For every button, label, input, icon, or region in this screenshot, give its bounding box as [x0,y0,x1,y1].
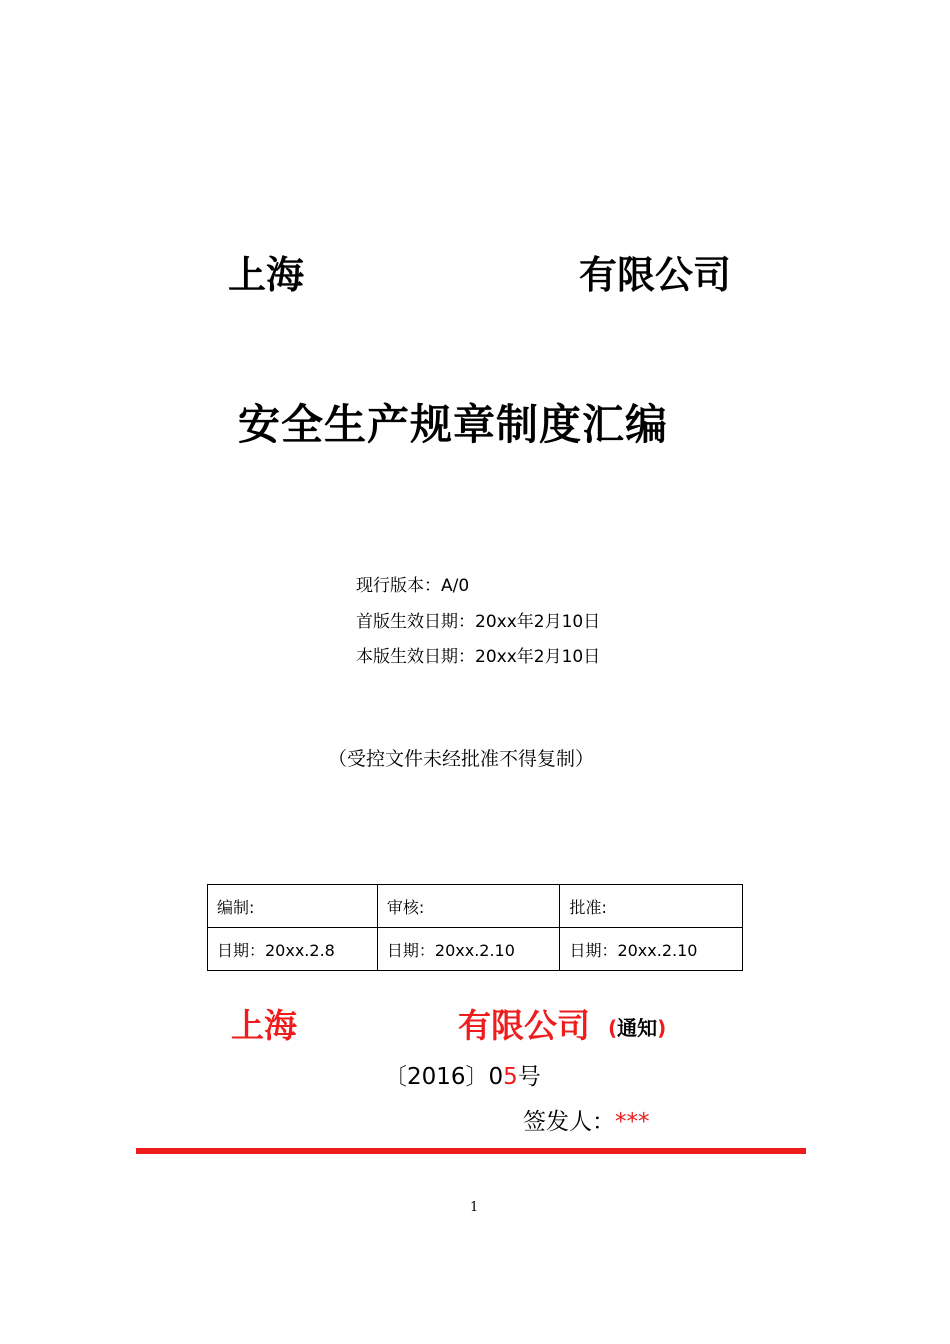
signer-line [523,1103,650,1136]
first-effective-date: 首版生效日期：20xx年2月10日 [356,612,601,632]
company-name-prefix: 上海 [228,253,305,297]
table-cell-reviewed: 审核: [377,885,560,928]
notice-type-open: ( [608,1016,618,1040]
current-effective-date: 本版生效日期：20xx年2月10日 [356,647,601,667]
doc-number-prefix: 〔2016〕0 [384,1064,504,1090]
signer-label: 签发人： [523,1109,615,1135]
notice-company-prefix: 上海 [231,1006,297,1045]
table-cell-approved-date: 日期：20xx.2.10 [560,928,743,971]
approval-table [207,884,743,971]
company-name-suffix: 有限公司 [579,253,732,297]
table-row [208,928,743,971]
version-line: 现行版本：A/0 [356,576,470,596]
notice-type-close: ) [657,1016,667,1040]
table-cell-approved: 批准: [560,885,743,928]
doc-number-red-digit: 5 [503,1064,518,1090]
page-number: 1 [470,1200,479,1215]
notice-type-label: 通知 [617,1016,658,1040]
red-divider-line [136,1148,806,1154]
table-cell-prepared-date: 日期：20xx.2.8 [208,928,378,971]
notice-type [608,1012,666,1041]
control-notice: （受控文件未经批准不得复制） [328,748,595,770]
document-title: 安全生产规章制度汇编 [238,400,669,449]
notice-company-suffix: 有限公司 [458,1006,590,1045]
table-cell-reviewed-date: 日期：20xx.2.10 [377,928,560,971]
signer-value: *** [615,1109,650,1135]
table-row [208,885,743,928]
table-cell-prepared: 编制: [208,885,378,928]
doc-number-suffix: 号 [517,1064,541,1090]
document-number [384,1058,541,1091]
